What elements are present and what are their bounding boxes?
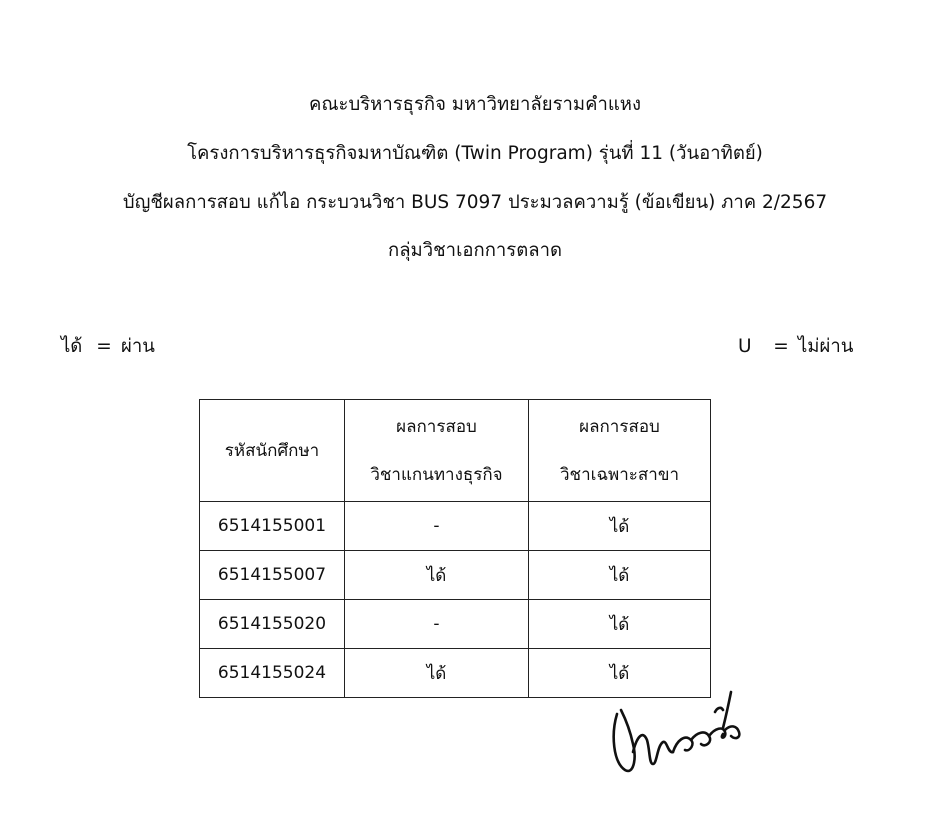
legend-pass-meaning: ผ่าน — [121, 336, 155, 357]
major-group-title: กลุ่มวิชาเอกการตลาด — [388, 240, 562, 261]
results-table — [199, 399, 711, 698]
legend-fail-symbol: U — [738, 336, 752, 357]
legend-fail — [738, 334, 853, 360]
header-major-line2: วิชาเฉพาะสาขา — [560, 464, 679, 485]
header-major-result — [529, 400, 711, 502]
cell-core-result: - — [345, 502, 529, 551]
cell-core-result: ได้ — [345, 649, 529, 698]
table-row — [200, 502, 711, 551]
legend-fail-meaning: ไม่ผ่าน — [798, 336, 854, 357]
faculty-title: คณะบริหารธุรกิจ มหาวิทยาลัยรามคำแหง — [308, 94, 642, 115]
legend-pass — [61, 334, 155, 360]
exam-results-title: บัญชีผลการสอบ แก้ไอ กระบวนวิชา BUS 7097 ประมวลความรู้ (ข้อเขียน) ภาค 2/2567 — [122, 192, 828, 213]
header-student-id: รหัสนักศึกษา — [200, 400, 345, 502]
table-header-row — [200, 400, 711, 502]
cell-student-id: 6514155001 — [200, 502, 345, 551]
cell-student-id: 6514155020 — [200, 600, 345, 649]
cell-core-result: - — [345, 600, 529, 649]
handwritten-signature — [605, 680, 755, 780]
cell-major-result: ได้ — [529, 649, 711, 698]
header-core-line2: วิชาแกนทางธุรกิจ — [370, 464, 503, 485]
cell-major-result: ได้ — [529, 600, 711, 649]
table-row — [200, 551, 711, 600]
cell-student-id: 6514155024 — [200, 649, 345, 698]
legend-fail-equals: = — [773, 336, 789, 357]
cell-student-id: 6514155007 — [200, 551, 345, 600]
cell-major-result: ได้ — [529, 502, 711, 551]
table-row — [200, 600, 711, 649]
program-title: โครงการบริหารธุรกิจมหาบัณฑิต (Twin Program) รุ่นที่ 11 (วันอาทิตย์) — [187, 143, 763, 164]
header-major-line1: ผลการสอบ — [579, 416, 660, 437]
cell-major-result: ได้ — [529, 551, 711, 600]
legend-pass-equals: = — [96, 336, 112, 357]
legend-pass-symbol: ได้ — [61, 336, 83, 357]
cell-core-result: ได้ — [345, 551, 529, 600]
header-core-line1: ผลการสอบ — [396, 416, 477, 437]
header-core-result — [345, 400, 529, 502]
